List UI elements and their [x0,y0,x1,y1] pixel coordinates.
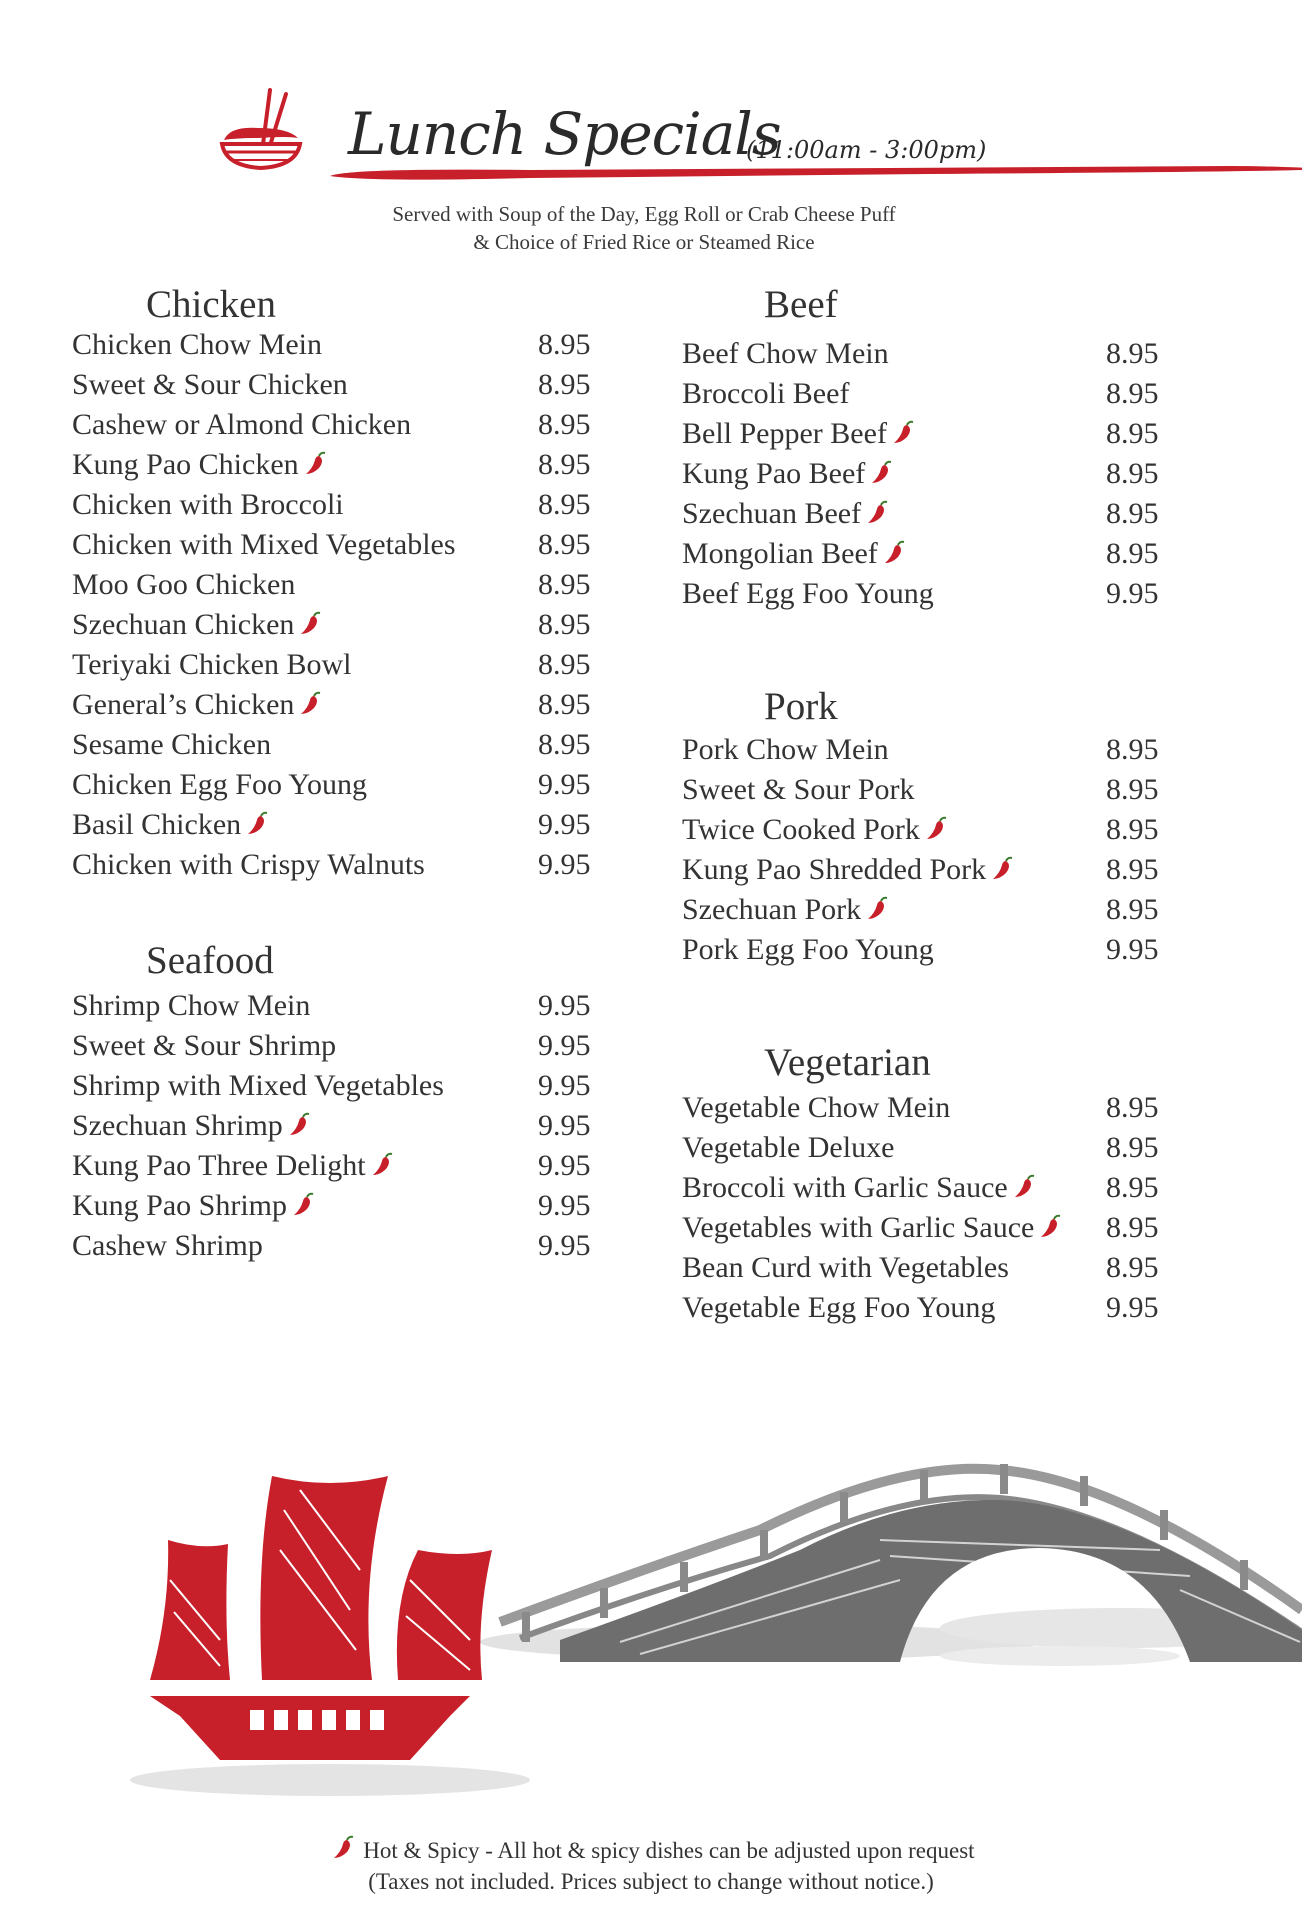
chili-pepper-icon [370,1151,396,1177]
menu-item-name-text: Beef Egg Foo Young [682,577,934,610]
menu-item-price: 8.95 [538,608,591,641]
menu-item-name [72,1226,263,1266]
menu-item-name [72,805,271,845]
page-title: Lunch Specials [348,100,781,168]
menu-item-price: 8.95 [538,688,591,721]
section-title-seafood: Seafood [146,939,274,982]
menu-item-name [682,850,1016,890]
menu-item-name [72,685,324,725]
menu-item-name-text: Broccoli Beef [682,377,850,410]
section-title-pork: Pork [764,685,838,728]
menu-item-price: 8.95 [538,328,591,361]
footer-disclaimer: (Taxes not included. Prices subject to change without notice.) [368,1869,934,1894]
menu-item-name-text: Vegetable Chow Mein [682,1091,951,1124]
chili-pepper-icon [865,499,891,525]
brush-stroke-divider [330,158,1302,188]
menu-item-price: 9.95 [538,1109,591,1142]
menu-item-name-text: Cashew or Almond Chicken [72,408,412,441]
subtitle-line-2: & Choice of Fried Rice or Steamed Rice [473,230,815,254]
menu-item-price: 8.95 [538,568,591,601]
menu-item-name-text: Basil Chicken [72,808,242,841]
menu-item-name-text: Szechuan Beef [682,497,862,530]
menu-item-name [682,810,950,850]
menu-item-name-text: Vegetable Deluxe [682,1131,895,1164]
menu-item-price: 8.95 [1106,1211,1159,1244]
junk-boat-and-bridge-illustration [0,1380,1302,1800]
menu-item-name [682,770,915,810]
menu-item-price: 8.95 [538,448,591,481]
menu-item-name-text: Bell Pepper Beef [682,417,887,450]
menu-item-name [682,1288,995,1328]
menu-item-name-text: Szechuan Chicken [72,608,295,641]
menu-item-name-text: Teriyaki Chicken Bowl [72,648,352,681]
section-title-chicken: Chicken [146,283,276,326]
menu-item-name-text: Kung Pao Chicken [72,448,299,481]
menu-item-name-text: Chicken with Mixed Vegetables [72,528,456,561]
menu-item-name-text: Kung Pao Beef [682,457,866,490]
menu-item-price: 9.95 [1106,1291,1159,1324]
menu-item-name [682,1128,894,1168]
chili-pepper-icon [882,539,908,565]
menu-item-price: 8.95 [1106,893,1159,926]
menu-item-name-text: Bean Curd with Vegetables [682,1251,1009,1284]
menu-item-name-text: Chicken Chow Mein [72,328,322,361]
menu-item-name-text: Chicken Egg Foo Young [72,768,368,801]
chili-pepper-icon [298,610,324,636]
menu-item-name [682,414,917,454]
menu-item-name [682,574,934,614]
menu-item-name [72,845,425,885]
menu-item-name [682,890,891,930]
menu-item-price: 8.95 [1106,853,1159,886]
menu-item-name-text: Twice Cooked Pork [682,813,920,846]
menu-item-name [682,534,908,574]
menu-item-price: 9.95 [538,1229,591,1262]
menu-item-name [72,1026,336,1066]
menu-item-price: 8.95 [1106,457,1159,490]
menu-item-price: 8.95 [1106,377,1159,410]
chili-pepper-icon [291,1191,317,1217]
menu-item-name [682,930,934,970]
menu-item-name-text: Chicken with Crispy Walnuts [72,848,425,881]
menu-item-price: 9.95 [538,1029,591,1062]
menu-item-name-text: Cashew Shrimp [72,1229,263,1262]
menu-item-price: 9.95 [538,1189,591,1222]
menu-item-name-text: Shrimp with Mixed Vegetables [72,1069,444,1102]
menu-item-name [72,565,295,605]
menu-item-price: 8.95 [1106,733,1159,766]
menu-item-name [72,725,271,765]
menu-item-name-text: Broccoli with Garlic Sauce [682,1171,1008,1204]
chili-pepper-icon [1038,1213,1064,1239]
menu-item-price: 8.95 [1106,1091,1159,1124]
menu-item-name [72,445,329,485]
menu-item-name [682,730,889,770]
footer-note-line [0,1834,1302,1866]
menu-item-name-text: Mongolian Beef [682,537,878,570]
menu-item-name [72,365,348,405]
menu-item-price: 8.95 [1106,337,1159,370]
menu-item-price: 9.95 [538,1149,591,1182]
menu-item-name-text: Pork Egg Foo Young [682,933,934,966]
menu-item-name [72,645,352,685]
menu-item-price: 9.95 [1106,933,1159,966]
menu-item-price: 9.95 [1106,577,1159,610]
chili-pepper-icon [287,1111,313,1137]
menu-item-name [72,525,456,565]
menu-item-name [72,325,322,365]
section-title-beef: Beef [764,283,838,326]
chili-pepper-icon [1012,1173,1038,1199]
section-title-vegetarian: Vegetarian [764,1041,931,1084]
menu-item-name [682,334,889,374]
menu-item-name-text: Chicken with Broccoli [72,488,344,521]
menu-item-price: 9.95 [538,989,591,1022]
menu-item-name-text: Szechuan Pork [682,893,862,926]
menu-item-price: 8.95 [1106,497,1159,530]
footer-note: Hot & Spicy - All hot & spicy dishes can be adjusted upon request [363,1838,975,1863]
menu-item-name [72,986,310,1026]
menu-item-name-text: Sweet & Sour Pork [682,773,915,806]
menu-item-name-text: Beef Chow Mein [682,337,889,370]
menu-item-price: 9.95 [538,1069,591,1102]
menu-item-name [72,1066,444,1106]
menu-item-name [682,454,895,494]
menu-item-name [682,1208,1064,1248]
menu-item-name [72,405,411,445]
menu-item-name [72,1186,317,1226]
chili-pepper-icon [891,419,917,445]
chili-pepper-icon [865,895,891,921]
menu-item-name-text: Sesame Chicken [72,728,272,761]
hours-label: (11:00am - 3:00pm) [746,136,987,164]
menu-item-name-text: Kung Pao Shredded Pork [682,853,987,886]
chili-pepper-icon [869,459,895,485]
menu-item-name-text: Kung Pao Shrimp [72,1189,288,1222]
menu-item-name [72,765,367,805]
menu-item-name [72,1106,313,1146]
menu-item-price: 8.95 [1106,417,1159,450]
menu-item-price: 8.95 [1106,1131,1159,1164]
menu-item-name [682,1088,950,1128]
menu-item-name-text: Kung Pao Three Delight [72,1149,366,1182]
subtitle [300,200,988,256]
menu-item-name [72,1146,396,1186]
menu-item-name [682,374,849,414]
rice-bowl-chopsticks-icon [218,86,304,176]
menu-item-price: 9.95 [538,808,591,841]
menu-item-name [682,1168,1038,1208]
menu-item-name [682,494,891,534]
menu-item-price: 8.95 [1106,813,1159,846]
menu-item-name-text: Moo Goo Chicken [72,568,296,601]
menu-item-price: 8.95 [538,648,591,681]
menu-item-name-text: Sweet & Sour Chicken [72,368,348,401]
menu-item-name-text: Sweet & Sour Shrimp [72,1029,337,1062]
menu-item-price: 9.95 [538,768,591,801]
menu-item-price: 8.95 [1106,537,1159,570]
chili-pepper-icon [990,855,1016,881]
menu-item-price: 8.95 [1106,773,1159,806]
chili-pepper-icon [303,450,329,476]
menu-item-name-text: General’s Chicken [72,688,295,721]
chili-pepper-icon [298,690,324,716]
menu-item-name-text: Vegetable Egg Foo Young [682,1291,996,1324]
chili-pepper-icon [924,815,950,841]
footer [0,1834,1302,1897]
menu-item-name-text: Shrimp Chow Mein [72,989,311,1022]
menu-item-price: 8.95 [538,368,591,401]
menu-item-price: 8.95 [1106,1251,1159,1284]
menu-item-name-text: Vegetables with Garlic Sauce [682,1211,1035,1244]
menu-item-price: 8.95 [538,728,591,761]
chili-pepper-icon [331,1834,357,1860]
chili-pepper-icon [245,810,271,836]
menu-item-price: 8.95 [538,528,591,561]
menu-item-name [72,605,324,645]
menu-item-price: 8.95 [1106,1171,1159,1204]
menu-item-price: 8.95 [538,408,591,441]
menu-item-price: 9.95 [538,848,591,881]
menu-item-price: 8.95 [538,488,591,521]
subtitle-line-1: Served with Soup of the Day, Egg Roll or Crab Cheese Puff [392,202,896,226]
menu-item-name-text: Pork Chow Mein [682,733,889,766]
menu-item-name [682,1248,1009,1288]
menu-item-name [72,485,344,525]
menu-item-name-text: Szechuan Shrimp [72,1109,283,1142]
